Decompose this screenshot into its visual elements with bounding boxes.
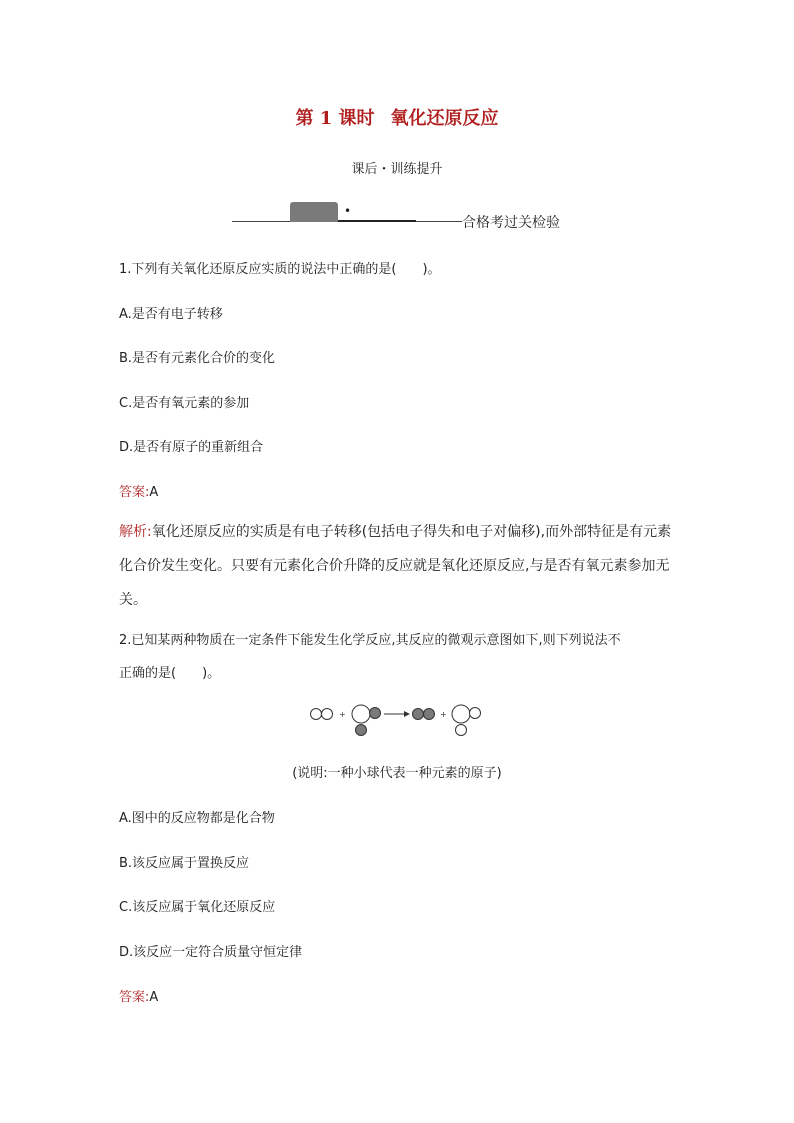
q1-explanation — [119, 515, 679, 617]
q1-option-c: C.是否有氧元素的参加 — [119, 396, 250, 411]
atom-grey — [356, 725, 367, 736]
q1-option-d: D.是否有原子的重新组合 — [119, 440, 264, 455]
q2-option-c: C.该反应属于氧化还原反应 — [119, 900, 276, 915]
q2-answer-value: A — [149, 990, 159, 1005]
q2-stem-line1: 2.已知某两种物质在一定条件下能发生化学反应,其反应的微观示意图如下,则下列说法不 — [119, 633, 621, 648]
atom-white — [322, 709, 333, 720]
page-subtitle: 课后・训练提升 — [351, 162, 443, 177]
q2-answer-label: 答案: — [119, 990, 150, 1005]
q1-option-b: B.是否有元素化合价的变化 — [119, 351, 276, 366]
atom-white — [470, 708, 481, 719]
lesson-number: 第 1 课时 — [295, 108, 375, 129]
q1-explanation-text: 氧化还原反应的实质是有电子转移(包括电子得失和电子对偏移),而外部特征是有元素化合价发生变化。只要有元素化合价升降的反应就是氧化还原反应,与是否有氧元素参加无关。 — [119, 524, 672, 608]
section-dot: • — [344, 204, 352, 218]
q1-stem: 1.下列有关氧化还原反应实质的说法中正确的是( )。 — [119, 262, 441, 277]
atom-grey — [413, 709, 424, 720]
q2-stem-line2: 正确的是( )。 — [119, 666, 221, 681]
q1-answer-value: A — [149, 485, 159, 500]
q2-option-a: A.图中的反应物都是化合物 — [119, 811, 275, 826]
section-header — [232, 200, 572, 232]
reaction-diagram — [308, 700, 488, 742]
atom-grey — [370, 708, 381, 719]
q2-option-d: D.该反应一定符合质量守恒定律 — [119, 945, 303, 960]
atom-large-white — [352, 705, 370, 723]
q2-answer — [119, 986, 158, 1005]
q2-option-b: B.该反应属于置换反应 — [119, 856, 250, 871]
q1-answer — [119, 481, 158, 500]
lesson-topic: 氧化还原反应 — [390, 108, 499, 129]
diagram-caption: (说明:一种小球代表一种元素的原子) — [292, 766, 502, 781]
atom-large-white — [452, 705, 470, 723]
q1-answer-label: 答案: — [119, 485, 150, 500]
q1-explanation-label: 解析: — [119, 524, 152, 540]
atom-grey — [424, 709, 435, 720]
q1-option-a: A.是否有电子转移 — [119, 307, 223, 322]
page-title — [0, 104, 794, 130]
section-label: 合格考过关检验 — [462, 215, 560, 231]
plus-sign: + — [339, 710, 346, 719]
plus-sign: + — [440, 710, 447, 719]
atom-white — [311, 709, 322, 720]
atom-white — [456, 725, 467, 736]
reaction-arrow-head — [404, 711, 410, 717]
section-tab-marker — [290, 202, 338, 222]
